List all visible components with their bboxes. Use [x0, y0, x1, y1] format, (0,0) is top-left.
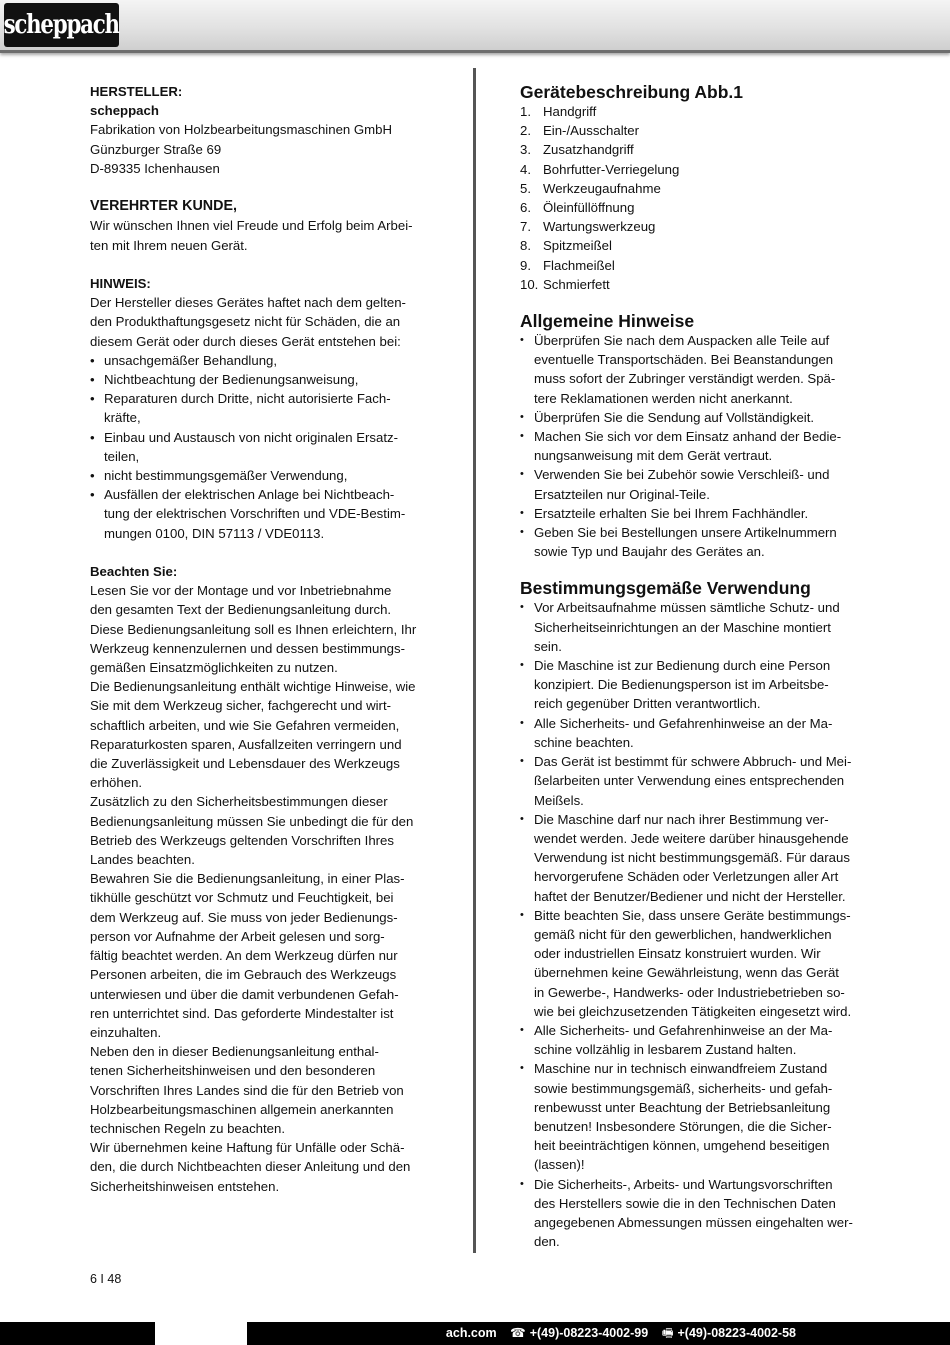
list-item: [520, 504, 860, 523]
manufacturer-name: scheppach: [90, 103, 159, 119]
list-item-line: Sicherheitseinrichtungen an der Maschine montiert: [534, 619, 831, 635]
list-item-line: • Maschine nur in technisch einwandfreiem Zustand: [534, 1061, 828, 1077]
text-line: tenen Sicherheitshinweisen und den besonderen: [90, 1063, 376, 1079]
right-column: [520, 82, 860, 1251]
text-line: Diese Bedienungsanleitung soll es Ihnen erleichtern, Ihr: [90, 621, 417, 637]
text-line: ten mit Ihrem neuen Gerät.: [90, 237, 248, 253]
list-item-line: • Ausfällen der elektrischen Anlage bei Nichtbeach-: [104, 487, 395, 503]
fax-icon: 🖷: [661, 1326, 674, 1340]
observe-label: Beachten Sie:: [90, 564, 178, 580]
text-line: Personen arbeiten, die im Gebrauch des Werkzeugs: [90, 967, 397, 983]
list-item: [520, 465, 860, 503]
list-item: [520, 656, 860, 714]
text-line: Neben den in dieser Bedienungsanleitung enthal-: [90, 1044, 379, 1060]
device-part-number: 1.: [520, 104, 531, 119]
greeting-text: [90, 216, 432, 254]
device-part-item: [520, 236, 860, 255]
intended-use-list: [520, 598, 860, 1251]
list-item-line: tere Reklamationen werden nicht anerkannt.: [534, 390, 793, 406]
list-item-line: • Die Maschine darf nur nach ihrer Bestimmung ver-: [534, 811, 829, 827]
list-item-line: wie bei gleichzusetzenden Tätigkeiten eingesetzt wird.: [534, 1003, 852, 1019]
list-item-line: ßelarbeiten unter Verwendung eines entsprechenden: [534, 773, 845, 789]
note-list: [90, 351, 432, 543]
list-item: [520, 752, 860, 810]
list-item-line: übernehmen keine Gewährleistung, wenn das Gerät: [534, 965, 839, 981]
list-item-line: reich gegenüber Dritten verantwortlich.: [534, 696, 761, 712]
text-line: ren unterrichtet sind. Das geforderte Mindestalter ist: [90, 1005, 394, 1021]
address-line: D-89335 Ichenhausen: [90, 160, 220, 176]
device-part-number: 3.: [520, 142, 531, 158]
device-part-name: Handgriff: [543, 104, 597, 119]
list-item-line: • Bitte beachten Sie, dass unsere Geräte bestimmungs-: [534, 907, 851, 923]
list-item-line: • Das Gerät ist bestimmt für schwere Abbruch- und Mei-: [534, 754, 852, 770]
list-item-line: tung der elektrischen Vorschriften und VDE-Bestim-: [104, 506, 406, 522]
text-line: Landes beachten.: [90, 852, 195, 868]
list-item: [90, 428, 432, 466]
text-line: die Zuverlässigkeit und Lebensdauer des Werkzeugs: [90, 756, 400, 772]
list-item: [520, 1175, 860, 1252]
list-item: [520, 906, 860, 1021]
list-item-line: heit beeinträchtigen können, umgehend beseitigen: [534, 1138, 830, 1154]
text-line: diesem Gerät oder durch dieses Gerät entstehen bei:: [90, 333, 401, 349]
device-part-number: 2.: [520, 123, 531, 139]
device-part-item: [520, 198, 860, 217]
list-item-line: haftet der Benutzer/Bediener und nicht der Hersteller.: [534, 888, 846, 904]
text-line: Sie mit dem Werkzeug sicher, fachgerecht und wirt-: [90, 698, 391, 714]
list-item-line: des Herstellers sowie die in den Technischen Daten: [534, 1195, 836, 1211]
device-parts-list: [520, 102, 860, 294]
list-item: [520, 714, 860, 752]
text-line: Vorschriften Ihres Landes sind die für den Betrieb von: [90, 1082, 404, 1098]
left-column: [90, 82, 432, 1196]
device-part-item: [520, 102, 860, 121]
device-part-name: Wartungswerkzeug: [543, 219, 656, 235]
list-item-line: • Die Sicherheits-, Arbeits- und Wartungsvorschriften: [534, 1176, 833, 1192]
list-item-line: muss sofort der Zubringer verständigt werden. Spä-: [534, 371, 836, 387]
text-line: person vor Aufnahme der Arbeit gelesen und sorg-: [90, 928, 385, 944]
list-item: [520, 810, 860, 906]
text-line: einzuhalten.: [90, 1024, 162, 1040]
list-item-line: benutzen! Insbesondere Störungen, die die Sicher-: [534, 1118, 832, 1134]
list-item-line: • Verwenden Sie bei Zubehör sowie Verschleiß- und: [534, 467, 830, 483]
text-line: Zusätzlich zu den Sicherheitsbestimmungen dieser: [90, 794, 388, 810]
text-line: Wir wünschen Ihnen viel Freude und Erfolg beim Arbei-: [90, 218, 413, 234]
list-item: [90, 370, 432, 389]
general-notes-title: Allgemeine Hinweise: [520, 311, 695, 332]
text-line: Werkzeug kennenzulernen und dessen bestimmungs-: [90, 640, 405, 656]
list-item-line: angegebenen Abmessungen müssen eingehalten wer-: [534, 1214, 853, 1230]
list-item-line: • Geben Sie bei Bestellungen unsere Artikelnummern: [534, 525, 837, 541]
list-item-line: schine vollzählig in lesbarem Zustand halten.: [534, 1042, 797, 1058]
text-line: gemäßen Einsatzmöglichkeiten zu nutzen.: [90, 660, 338, 676]
list-item: [90, 485, 432, 543]
text-line: Betrieb des Werkzeugs geltenden Vorschriften Ihres: [90, 832, 394, 848]
list-item: [520, 1059, 860, 1174]
list-item-line: • Reparaturen durch Dritte, nicht autorisierte Fach-: [104, 391, 391, 407]
list-item: [90, 351, 432, 370]
text-line: schaftlich arbeiten, und wie Sie Gefahren vermeiden,: [90, 717, 400, 733]
list-item: [520, 427, 860, 465]
phone-icon: ☎: [510, 1326, 526, 1340]
general-notes-list: [520, 331, 860, 561]
observe-text: [90, 581, 432, 1196]
note-text: [90, 293, 432, 351]
device-part-name: Öleinfüllöffnung: [543, 200, 635, 216]
list-item: [90, 466, 432, 485]
device-part-name: Zusatzhandgriff: [543, 142, 634, 158]
list-item-line: nungsanweisung mit dem Gerät vertraut.: [534, 448, 773, 464]
address-line: Günzburger Straße 69: [90, 141, 222, 157]
manufacturer-label: HERSTELLER:: [90, 84, 183, 99]
device-part-item: [520, 256, 860, 275]
list-item-line: • unsachgemäßer Behandlung,: [104, 352, 278, 368]
list-item-line: teilen,: [104, 448, 140, 464]
list-item-line: hervorgerufene Schäden oder Verletzungen aller Art: [534, 869, 839, 885]
list-item-line: • Nichtbeachtung der Bedienungsanweisung,: [104, 372, 359, 388]
list-item-line: • Überprüfen Sie nach dem Auspacken alle Teile auf: [534, 333, 830, 349]
text-line: den, die durch Nichtbeachten dieser Anleitung und den: [90, 1159, 411, 1175]
footer-contact: [446, 1322, 796, 1345]
device-part-item: [520, 179, 860, 198]
text-line: unterwiesen und über die damit verbundenen Gefah-: [90, 986, 399, 1002]
device-part-name: Ein-/Ausschalter: [543, 123, 640, 139]
text-line: Sicherheitshinweisen entstehen.: [90, 1178, 280, 1194]
list-item: [520, 1021, 860, 1059]
list-item-line: oder industriellen Einsatz konstruiert wurden. Wir: [534, 946, 821, 962]
text-line: Holzbearbeitungsmaschinen allgemein anerkannten: [90, 1101, 394, 1117]
brand-logo: [4, 3, 119, 47]
list-item: [90, 389, 432, 427]
note-label: HINWEIS:: [90, 276, 151, 291]
list-item-line: (lassen)!: [534, 1157, 585, 1173]
text-line: Reparaturkosten sparen, Ausfallzeiten verringern und: [90, 736, 402, 752]
list-item-line: • Machen Sie sich vor dem Einsatz anhand der Bedie-: [534, 429, 842, 445]
list-item-line: kräfte,: [104, 410, 141, 426]
device-part-number: 8.: [520, 238, 531, 254]
device-part-item: [520, 140, 860, 159]
text-line: den gesamten Text der Bedienungsanleitung durch.: [90, 602, 392, 618]
device-part-number: 10.: [520, 276, 539, 292]
footer-phone: +(49)-08223-4002-99: [529, 1326, 649, 1340]
device-part-item: [520, 217, 860, 236]
device-part-number: 6.: [520, 200, 531, 216]
column-divider: [473, 68, 476, 1253]
list-item-line: • Ersatzteile erhalten Sie bei Ihrem Fachhändler.: [534, 505, 809, 521]
greeting-title: VEREHRTER KUNDE,: [90, 198, 237, 215]
address-line: Fabrikation von Holzbearbeitungsmaschinen GmbH: [90, 122, 392, 138]
device-part-item: [520, 275, 860, 294]
text-line: Der Hersteller dieses Gerätes haftet nach dem gelten-: [90, 295, 406, 311]
list-item-line: wendet werden. Jede weitere darüber hinausgehende: [534, 830, 849, 846]
text-line: erhöhen.: [90, 775, 143, 791]
list-item-line: sowie Typ und Baujahr des Gerätes an.: [534, 544, 765, 560]
list-item: [520, 408, 860, 427]
text-line: fältig beachtet werden. An dem Werkzeug dürfen nur: [90, 948, 398, 964]
page-number: 6 I 48: [90, 1272, 122, 1286]
list-item-line: Verwendung ist nicht bestimmungsgemäß. Für daraus: [534, 850, 850, 866]
device-part-name: Flachmeißel: [543, 257, 615, 273]
text-line: Wir übernehmen keine Haftung für Unfälle oder Schä-: [90, 1140, 405, 1156]
list-item-line: • Alle Sicherheits- und Gefahrenhinweise an der Ma-: [534, 715, 833, 731]
list-item-line: den.: [534, 1234, 560, 1250]
text-line: technischen Regeln zu beachten.: [90, 1120, 286, 1136]
list-item-line: gemäß nicht für den gewerblichen, handwerklichen: [534, 926, 832, 942]
list-item-line: mungen 0100, DIN 57113 / VDE0113.: [104, 525, 325, 541]
intended-use-title: Bestimmungsgemäße Verwendung: [520, 578, 811, 599]
text-line: dem Werkzeug auf. Sie muss von jeder Bedienungs-: [90, 909, 398, 925]
text-line: Die Bedienungsanleitung enthält wichtige Hinweise, wie: [90, 679, 416, 695]
list-item: [520, 523, 860, 561]
footer-white-block: [155, 1322, 247, 1345]
footer-fax: +(49)-08223-4002-58: [677, 1326, 796, 1340]
device-part-name: Spitzmeißel: [543, 238, 612, 254]
page-footer: [0, 1322, 950, 1345]
list-item-line: schine beachten.: [534, 734, 634, 750]
device-part-number: 9.: [520, 257, 531, 273]
device-part-name: Schmierfett: [543, 276, 610, 292]
list-item-line: • nicht bestimmungsgemäßer Verwendung,: [104, 468, 348, 484]
text-line: den Produkthaftungsgesetz nicht für Schäden, die an: [90, 314, 401, 330]
device-part-item: [520, 160, 860, 179]
text-line: Bewahren Sie die Bedienungsanleitung, in einer Plas-: [90, 871, 405, 887]
list-item: [520, 331, 860, 408]
list-item-line: Meißels.: [534, 792, 584, 808]
list-item-line: • Überprüfen Sie die Sendung auf Vollständigkeit.: [534, 409, 815, 425]
footer-web: ach.com: [445, 1326, 497, 1340]
device-part-number: 4.: [520, 161, 531, 177]
list-item-line: eventuelle Transportschäden. Bei Beanstandungen: [534, 352, 834, 368]
list-item-line: • Vor Arbeitsaufnahme müssen sämtliche Schutz- und: [534, 600, 840, 616]
device-part-item: [520, 121, 860, 140]
text-line: Bedienungsanleitung müssen Sie unbedingt die für den: [90, 813, 414, 829]
list-item-line: renbewusst unter Beachtung der Betriebsanleitung: [534, 1099, 831, 1115]
page-header: [0, 0, 950, 53]
device-part-number: 5.: [520, 180, 531, 196]
list-item-line: • Alle Sicherheits- und Gefahrenhinweise an der Ma-: [534, 1022, 833, 1038]
list-item-line: sein.: [534, 638, 562, 654]
list-item: [520, 598, 860, 656]
text-line: Lesen Sie vor der Montage und vor Inbetriebnahme: [90, 583, 392, 599]
list-item-line: Ersatzteilen nur Original-Teile.: [534, 486, 710, 502]
list-item-line: • Die Maschine ist zur Bedienung durch eine Person: [534, 658, 831, 674]
brand-logo-text: scheppach: [3, 10, 120, 40]
list-item-line: sowie bestimmungsgemäß, sicherheits- und gefah-: [534, 1080, 833, 1096]
device-part-name: Bohrfutter-Verriegelung: [543, 161, 680, 177]
text-line: tikhülle geschützt vor Schmutz und Feuchtigkeit, bei: [90, 890, 394, 906]
list-item-line: • Einbau und Austausch von nicht originalen Ersatz-: [104, 429, 398, 445]
device-part-number: 7.: [520, 219, 531, 235]
device-part-name: Werkzeugaufnahme: [543, 180, 661, 196]
device-description-title: Gerätebeschreibung Abb.1: [520, 82, 744, 102]
list-item-line: in Gewerbe-, Handwerks- oder Industriebetrieben so-: [534, 984, 845, 1000]
list-item-line: konzipiert. Die Bedienungsperson ist im Arbeitsbe-: [534, 677, 829, 693]
